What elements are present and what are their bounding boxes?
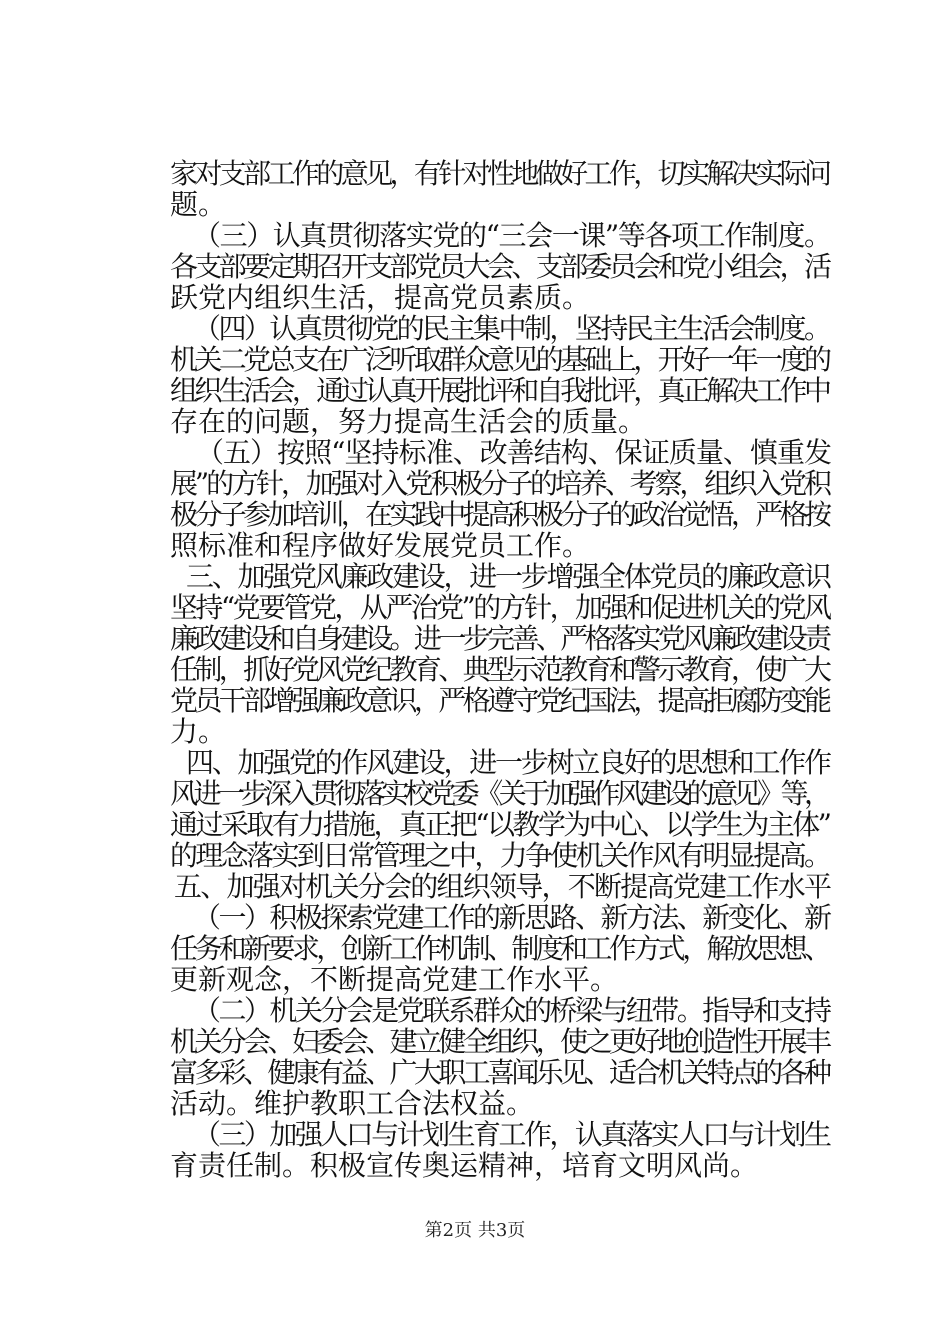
text-line: 机关二党总支在广泛听取群众意见的基础上，开好一年一度的 bbox=[170, 343, 829, 376]
text-line: 极分子参加培训，在实践中提高积极分子的政治觉悟，严格按 bbox=[170, 498, 829, 531]
text-line: （二）机关分会是党联系群众的桥梁与纽带。指导和支持 bbox=[193, 994, 830, 1027]
text-line: 廉政建设和自身建设。进一步完善、严格落实党风廉政建设责 bbox=[170, 622, 829, 655]
text-line: 坚持“党要管党，从严治党”的方针，加强和促进机关的党风 bbox=[170, 591, 830, 624]
text-line: （五）按照“坚持标准、改善结构、保证质量、慎重发 bbox=[196, 436, 832, 469]
text-line: 的理念落实到日常管理之中，力争使机关作风有明显提高。 bbox=[170, 839, 830, 872]
text-line: 风进一步深入贯彻落实校党委《关于加强作风建设的意见》等， bbox=[170, 777, 828, 810]
text-line: 照标准和程序做好发展党员工作。 bbox=[170, 529, 591, 562]
text-line: 机关分会、妇委会、建立健全组织，使之更好地创造性开展丰 bbox=[170, 1025, 829, 1058]
text-line: 组织生活会，通过认真开展批评和自我批评，真正解决工作中 bbox=[170, 374, 829, 407]
text-line: 题。 bbox=[170, 188, 227, 221]
text-line: 更新观念，不断提高党建工作水平。 bbox=[170, 963, 619, 996]
text-line: 力。 bbox=[170, 715, 227, 748]
text-line: 五、加强对机关分会的组织领导，不断提高党建工作水平 bbox=[174, 870, 831, 903]
text-line: 活动。维护教职工合法权益。 bbox=[170, 1087, 535, 1120]
text-line: （三）认真贯彻落实党的“三会一课”等各项工作制度。 bbox=[193, 219, 831, 252]
text-line: 育责任制。积极宣传奥运精神，培育文明风尚。 bbox=[170, 1149, 759, 1182]
text-line: 富多彩、健康有益、广大职工喜闻乐见、适合机关特点的各种 bbox=[170, 1056, 829, 1089]
text-line: 存在的问题，努力提高生活会的质量。 bbox=[170, 405, 647, 438]
text-line: 家对支部工作的意见，有针对性地做好工作，切实解决实际问 bbox=[170, 157, 829, 190]
text-line: 党员干部增强廉政意识，严格遵守党纪国法，提高拒腐防变能 bbox=[170, 684, 829, 717]
text-line: （四）认真贯彻党的民主集中制，坚持民主生活会制度。 bbox=[193, 312, 830, 345]
text-line: 各支部要定期召开支部党员大会、支部委员会和党小组会，活 bbox=[170, 250, 829, 283]
text-line: 四、加强党的作风建设，进一步树立良好的思想和工作作 bbox=[186, 746, 830, 779]
text-line: （三）加强人口与计划生育工作，认真落实人口与计划生 bbox=[193, 1118, 830, 1151]
text-line: 任务和新要求，创新工作机制、制度和工作方式，解放思想、 bbox=[170, 932, 829, 965]
text-line: 展”的方针，加强对入党积极分子的培养、考察，组织入党积 bbox=[170, 467, 829, 500]
text-line: 任制，抓好党风党纪教育、典型示范教育和警示教育，使广大 bbox=[170, 653, 829, 686]
page-footer: 第2页 共3页 bbox=[424, 1220, 526, 1241]
text-line: 通过采取有力措施，真正把“以教学为中心、以学生为主体” bbox=[170, 808, 830, 841]
text-line: 三、加强党风廉政建设，进一步增强全体党员的廉政意识 bbox=[186, 560, 830, 593]
text-line: 跃党内组织生活，提高党员素质。 bbox=[170, 281, 591, 314]
text-line: （一）积极探索党建工作的新思路、新方法、新变化、新 bbox=[193, 901, 830, 934]
